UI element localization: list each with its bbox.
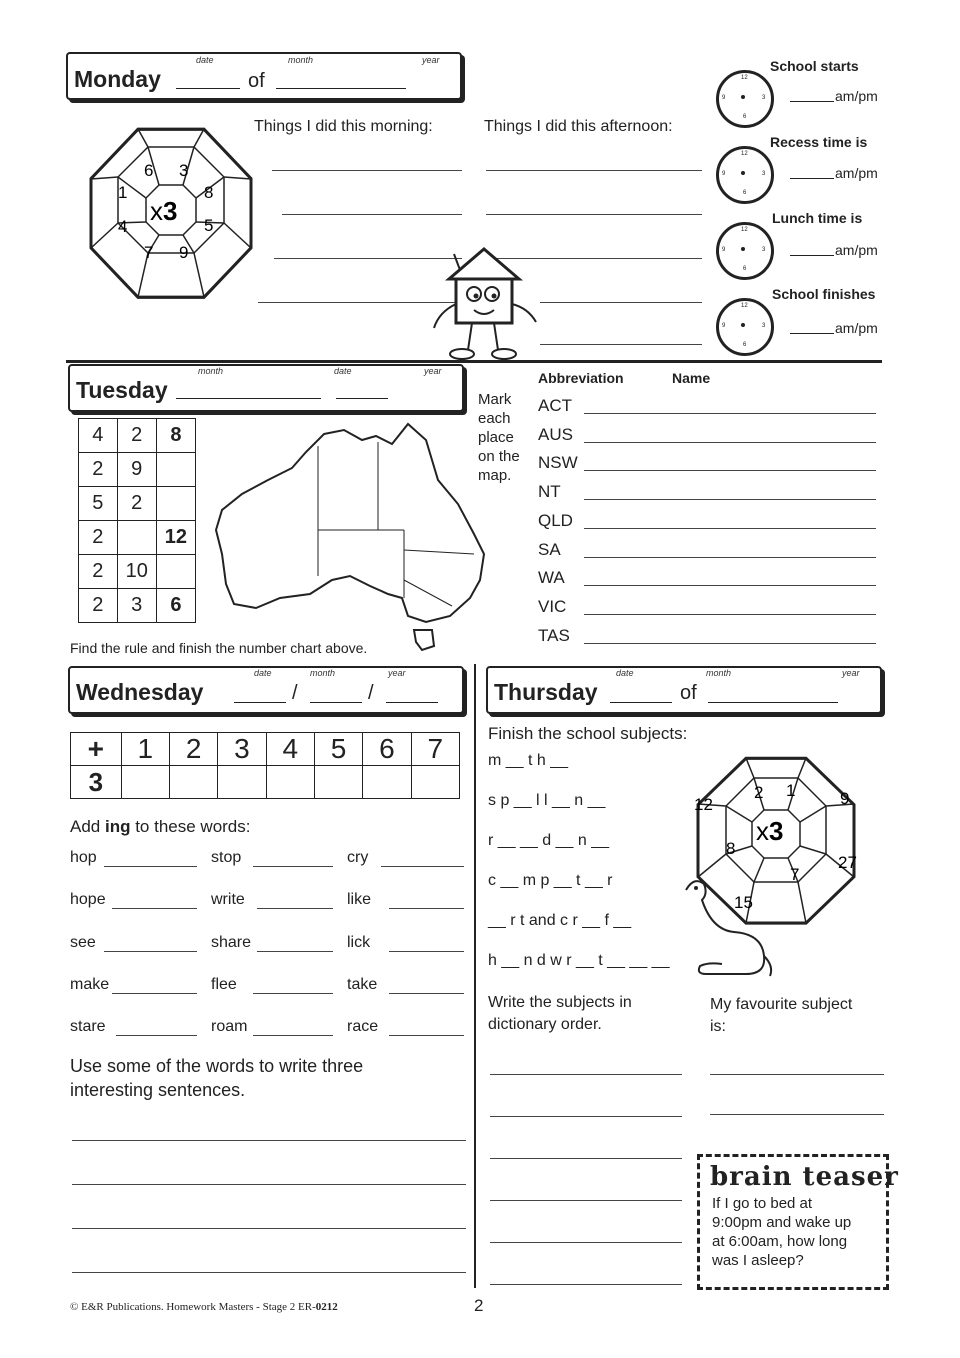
state-abbreviation: NT bbox=[538, 482, 561, 502]
ing-word: share bbox=[211, 933, 252, 951]
sentence-line[interactable] bbox=[72, 1228, 466, 1229]
ing-answer-line[interactable] bbox=[389, 908, 464, 909]
state-abbreviation: VIC bbox=[538, 596, 567, 616]
wednesday-sep-1: / bbox=[292, 682, 298, 704]
state-name-line[interactable] bbox=[584, 413, 876, 414]
ing-answer-line[interactable] bbox=[257, 908, 333, 909]
tuesday-date-field[interactable] bbox=[336, 398, 388, 399]
number-chart-cell[interactable]: 6 bbox=[156, 589, 195, 623]
state-name-line[interactable] bbox=[584, 528, 876, 529]
school-starts-label: School starts bbox=[770, 58, 859, 74]
ing-word: stop bbox=[211, 849, 242, 866]
state-name-line[interactable] bbox=[584, 442, 876, 443]
thursday-month-field[interactable] bbox=[708, 702, 838, 703]
wheel-number: 8 bbox=[726, 839, 736, 858]
number-chart-cell[interactable] bbox=[156, 555, 195, 589]
number-chart-row bbox=[79, 419, 196, 453]
brain-teaser-text: was I asleep? bbox=[712, 1252, 804, 1269]
favourite-line[interactable] bbox=[710, 1114, 884, 1115]
tuesday-title: Tuesday bbox=[76, 377, 168, 403]
addition-answer-cell[interactable] bbox=[411, 766, 459, 799]
ing-answer-line[interactable] bbox=[116, 1035, 197, 1036]
ing-word: write bbox=[211, 891, 245, 909]
wheel-number: 8 bbox=[204, 183, 214, 202]
afternoon-line[interactable] bbox=[486, 170, 702, 171]
number-chart-cell[interactable]: 2 bbox=[117, 419, 156, 453]
ing-answer-line[interactable] bbox=[104, 951, 197, 952]
monday-month-field[interactable] bbox=[276, 88, 406, 89]
wednesday-month-field[interactable] bbox=[310, 702, 362, 703]
ing-word: flee bbox=[211, 975, 237, 993]
clock-numeral: 9 bbox=[722, 247, 726, 253]
addition-header-cell: 3 bbox=[218, 733, 266, 766]
number-chart-cell[interactable]: 5 bbox=[79, 487, 118, 521]
state-abbreviation: QLD bbox=[538, 510, 573, 530]
ing-instruction: Add ing to these words: bbox=[70, 817, 251, 836]
abbreviation-heading: Abbreviation bbox=[538, 370, 624, 386]
number-chart-cell[interactable]: 2 bbox=[79, 555, 118, 589]
subjects-heading: Finish the school subjects: bbox=[488, 724, 688, 743]
clock-numeral: 9 bbox=[722, 95, 726, 101]
clock-numeral: 3 bbox=[762, 323, 766, 329]
clock-numeral: 6 bbox=[743, 342, 747, 348]
state-abbreviation: NSW bbox=[538, 453, 578, 473]
subject-puzzle[interactable]: m __ t h __ bbox=[488, 752, 569, 769]
brain-teaser-text: If I go to bed at bbox=[712, 1195, 813, 1212]
addition-answer-cell[interactable] bbox=[169, 766, 217, 799]
clock-icon bbox=[716, 70, 774, 128]
thursday-title: Thursday bbox=[494, 679, 598, 705]
wheel-number: 7 bbox=[790, 865, 800, 884]
number-chart-cell[interactable]: 2 bbox=[117, 487, 156, 521]
favourite-label-2: is: bbox=[710, 1018, 726, 1035]
number-chart-cell[interactable]: 9 bbox=[117, 453, 156, 487]
clock-numeral: 12 bbox=[741, 227, 748, 233]
wednesday-year-field[interactable] bbox=[386, 702, 438, 703]
ing-word: take bbox=[347, 975, 378, 993]
number-chart-cell[interactable] bbox=[156, 453, 195, 487]
monday-date-field[interactable] bbox=[176, 88, 240, 89]
thursday-year-label: year bbox=[842, 668, 860, 678]
school-starts-field[interactable] bbox=[790, 101, 834, 102]
wed-thu-divider bbox=[474, 664, 476, 1288]
clock-numeral: 3 bbox=[762, 171, 766, 177]
clock-icon bbox=[716, 146, 774, 204]
brain-teaser-title: brain teaser bbox=[710, 1162, 899, 1192]
wheel-number: 7 bbox=[144, 243, 154, 262]
ing-word: like bbox=[347, 891, 372, 909]
monday-wheel-center: x3 bbox=[150, 196, 178, 226]
sentence-line[interactable] bbox=[72, 1140, 466, 1141]
wednesday-month-label: month bbox=[310, 668, 336, 678]
house-mascot-illustration bbox=[424, 244, 544, 364]
school-finishes-label: School finishes bbox=[772, 286, 876, 302]
addition-header-cell: 4 bbox=[266, 733, 314, 766]
number-chart-cell[interactable] bbox=[156, 487, 195, 521]
number-chart-cell[interactable]: 2 bbox=[79, 521, 118, 555]
state-name-line[interactable] bbox=[584, 557, 876, 558]
school-starts-unit: am/pm bbox=[835, 88, 878, 104]
name-heading: Name bbox=[672, 370, 711, 386]
monday-month-label: month bbox=[288, 55, 314, 65]
number-chart-cell[interactable]: 4 bbox=[79, 419, 118, 453]
school-finishes-field[interactable] bbox=[790, 333, 834, 334]
clock-icon bbox=[716, 222, 774, 280]
wednesday-year-label: year bbox=[388, 668, 406, 678]
sentence-line[interactable] bbox=[72, 1272, 466, 1273]
ing-word: hop bbox=[70, 849, 97, 866]
clock-numeral: 9 bbox=[722, 323, 726, 329]
lunch-field[interactable] bbox=[790, 255, 834, 256]
number-chart-cell[interactable]: 2 bbox=[79, 589, 118, 623]
dictionary-line[interactable] bbox=[490, 1074, 682, 1075]
dictionary-line[interactable] bbox=[490, 1284, 682, 1285]
wheel-number: 3 bbox=[179, 161, 189, 180]
wheel-number: 15 bbox=[734, 893, 753, 912]
monday-date-label: date bbox=[196, 55, 214, 65]
rule-instruction: Find the rule and finish the number chart above. bbox=[70, 640, 368, 656]
ing-answer-line[interactable] bbox=[253, 866, 333, 867]
wheel-number: 5 bbox=[204, 216, 214, 235]
wheel-number: 9 bbox=[840, 789, 850, 808]
thursday-date-field[interactable] bbox=[610, 702, 672, 703]
dictionary-instruction-1: Write the subjects in bbox=[488, 994, 632, 1011]
state-abbreviation: SA bbox=[538, 539, 561, 559]
lunch-label: Lunch time is bbox=[772, 210, 863, 226]
school-finishes-unit: am/pm bbox=[835, 320, 878, 336]
ing-word: hope bbox=[70, 891, 106, 909]
footer-copyright: © E&R Publications. Homework Masters - Stage 2 ER-0212 bbox=[70, 1301, 338, 1313]
ing-answer-line[interactable] bbox=[112, 993, 197, 994]
mark-instruction: Mark each place on the map. bbox=[478, 391, 520, 484]
state-abbreviation: TAS bbox=[538, 625, 570, 645]
number-chart-row bbox=[79, 555, 196, 589]
wheel-number: 6 bbox=[144, 161, 154, 180]
addition-header-cell: 5 bbox=[314, 733, 362, 766]
addition-grid bbox=[70, 732, 460, 799]
tuesday-date-label: date bbox=[334, 366, 352, 376]
afternoon-heading: Things I did this afternoon: bbox=[484, 118, 673, 135]
wheel-number: 12 bbox=[694, 795, 713, 814]
ing-word: roam bbox=[211, 1018, 248, 1036]
addition-answer-cell[interactable] bbox=[218, 766, 266, 799]
ing-answer-line[interactable] bbox=[381, 866, 464, 867]
state-name-line[interactable] bbox=[584, 585, 876, 586]
recess-unit: am/pm bbox=[835, 165, 878, 181]
state-name-line[interactable] bbox=[584, 470, 876, 471]
tuesday-year-label: year bbox=[424, 366, 442, 376]
ing-word: stare bbox=[70, 1018, 106, 1036]
number-chart-cell[interactable]: 12 bbox=[156, 521, 195, 555]
page-number: 2 bbox=[474, 1296, 484, 1315]
number-chart-cell[interactable]: 8 bbox=[156, 419, 195, 453]
dinosaur-illustration bbox=[666, 870, 776, 980]
number-chart-cell[interactable]: 3 bbox=[117, 589, 156, 623]
sentence-line[interactable] bbox=[72, 1184, 466, 1185]
clock-numeral: 6 bbox=[743, 266, 747, 272]
addition-answer-row bbox=[71, 766, 460, 799]
addition-header-cell: 2 bbox=[169, 733, 217, 766]
subject-puzzle[interactable]: r __ __ d __ n __ bbox=[488, 832, 609, 849]
sentences-prompt-2: interesting sentences. bbox=[70, 1080, 246, 1100]
clock-numeral: 3 bbox=[762, 95, 766, 101]
wheel-number: 4 bbox=[118, 217, 128, 236]
thursday-wheel-center: x3 bbox=[756, 816, 784, 846]
addition-header-cell: + bbox=[71, 733, 122, 766]
sentences-prompt-1: Use some of the words to write three bbox=[70, 1056, 364, 1076]
monday-divider bbox=[66, 360, 882, 363]
afternoon-line[interactable] bbox=[540, 344, 702, 345]
state-abbreviation: WA bbox=[538, 568, 565, 588]
state-name-line[interactable] bbox=[584, 643, 876, 644]
clock-numeral: 12 bbox=[741, 303, 748, 309]
recess-field[interactable] bbox=[790, 178, 834, 179]
thursday-of: of bbox=[680, 682, 697, 704]
number-chart-row bbox=[79, 487, 196, 521]
state-name-line[interactable] bbox=[584, 614, 876, 615]
subject-puzzle[interactable]: h __ n d w r __ t __ __ __ bbox=[488, 952, 670, 969]
addition-header-row bbox=[71, 733, 460, 766]
ing-answer-line[interactable] bbox=[257, 951, 333, 952]
ing-answer-line[interactable] bbox=[389, 1035, 464, 1036]
ing-word: lick bbox=[347, 933, 371, 951]
tuesday-month-label: month bbox=[198, 366, 224, 376]
favourite-label-1: My favourite subject bbox=[710, 996, 853, 1013]
morning-line[interactable] bbox=[272, 170, 462, 171]
monday-title: Monday bbox=[74, 66, 161, 92]
clock-icon bbox=[716, 298, 774, 356]
number-chart-row bbox=[79, 521, 196, 555]
clock-numeral: 12 bbox=[741, 75, 748, 81]
subject-puzzle[interactable]: __ r t and c r __ f __ bbox=[488, 912, 632, 929]
ing-word: race bbox=[347, 1018, 379, 1036]
wheel-number: 1 bbox=[118, 183, 128, 202]
number-chart-cell[interactable] bbox=[117, 521, 156, 555]
subject-puzzle[interactable]: c __ m p __ t __ r bbox=[488, 872, 613, 889]
wednesday-date-label: date bbox=[254, 668, 272, 678]
clock-numeral: 3 bbox=[762, 247, 766, 253]
monday-of: of bbox=[248, 70, 265, 92]
state-name-line[interactable] bbox=[584, 499, 876, 500]
monday-times-wheel bbox=[66, 110, 276, 310]
clock-numeral: 6 bbox=[743, 114, 747, 120]
dictionary-line[interactable] bbox=[490, 1116, 682, 1117]
clock-numeral: 12 bbox=[741, 151, 748, 157]
addition-header-cell: 6 bbox=[363, 733, 411, 766]
subject-puzzle[interactable]: s p __ l l __ n __ bbox=[488, 792, 606, 809]
thursday-month-label: month bbox=[706, 668, 732, 678]
wheel-number: 27 bbox=[838, 853, 857, 872]
monday-year-label: year bbox=[422, 55, 440, 65]
brain-teaser-text: at 6:00am, how long bbox=[712, 1233, 848, 1250]
wednesday-title: Wednesday bbox=[76, 679, 204, 705]
addition-header-cell: 7 bbox=[411, 733, 459, 766]
ing-answer-line[interactable] bbox=[389, 993, 464, 994]
clock-numeral: 9 bbox=[722, 171, 726, 177]
addition-answer-cell[interactable] bbox=[363, 766, 411, 799]
brain-teaser-text: 9:00pm and wake up bbox=[712, 1214, 852, 1231]
number-chart-row bbox=[79, 589, 196, 623]
addition-answer-cell[interactable] bbox=[266, 766, 314, 799]
wheel-number: 2 bbox=[754, 783, 764, 802]
ing-word: make bbox=[70, 975, 110, 993]
wheel-number: 1 bbox=[786, 781, 796, 800]
addition-answer-cell[interactable] bbox=[314, 766, 362, 799]
number-chart-cell[interactable]: 2 bbox=[79, 453, 118, 487]
dictionary-line[interactable] bbox=[490, 1200, 682, 1201]
ing-answer-line[interactable] bbox=[112, 908, 197, 909]
addition-multiplier-cell: 3 bbox=[71, 766, 122, 799]
ing-word: cry bbox=[347, 849, 369, 866]
lunch-unit: am/pm bbox=[835, 242, 878, 258]
morning-heading: Things I did this morning: bbox=[254, 118, 433, 135]
afternoon-line[interactable] bbox=[486, 214, 702, 215]
addition-answer-cell[interactable] bbox=[121, 766, 169, 799]
ing-answer-line[interactable] bbox=[389, 951, 464, 952]
addition-header-cell: 1 bbox=[121, 733, 169, 766]
state-abbreviation: ACT bbox=[538, 396, 572, 415]
favourite-line[interactable] bbox=[710, 1074, 884, 1075]
ing-answer-line[interactable] bbox=[104, 866, 197, 867]
wednesday-date-field[interactable] bbox=[234, 702, 286, 703]
recess-label: Recess time is bbox=[770, 134, 868, 150]
state-abbreviation: AUS bbox=[538, 424, 573, 444]
ing-answer-line[interactable] bbox=[253, 1035, 333, 1036]
number-chart bbox=[78, 418, 196, 623]
afternoon-line[interactable] bbox=[540, 302, 702, 303]
ing-word: see bbox=[70, 933, 96, 951]
dictionary-line[interactable] bbox=[490, 1242, 682, 1243]
thursday-date-label: date bbox=[616, 668, 634, 678]
wednesday-sep-2: / bbox=[368, 682, 374, 704]
number-chart-row bbox=[79, 453, 196, 487]
morning-line[interactable] bbox=[282, 214, 462, 215]
clock-numeral: 6 bbox=[743, 190, 747, 196]
australia-map[interactable] bbox=[212, 420, 492, 660]
wheel-number: 9 bbox=[179, 243, 189, 262]
dictionary-instruction-2: dictionary order. bbox=[488, 1016, 602, 1033]
number-chart-cell[interactable]: 10 bbox=[117, 555, 156, 589]
ing-answer-line[interactable] bbox=[253, 993, 333, 994]
tuesday-month-field[interactable] bbox=[176, 398, 321, 399]
dictionary-line[interactable] bbox=[490, 1158, 682, 1159]
